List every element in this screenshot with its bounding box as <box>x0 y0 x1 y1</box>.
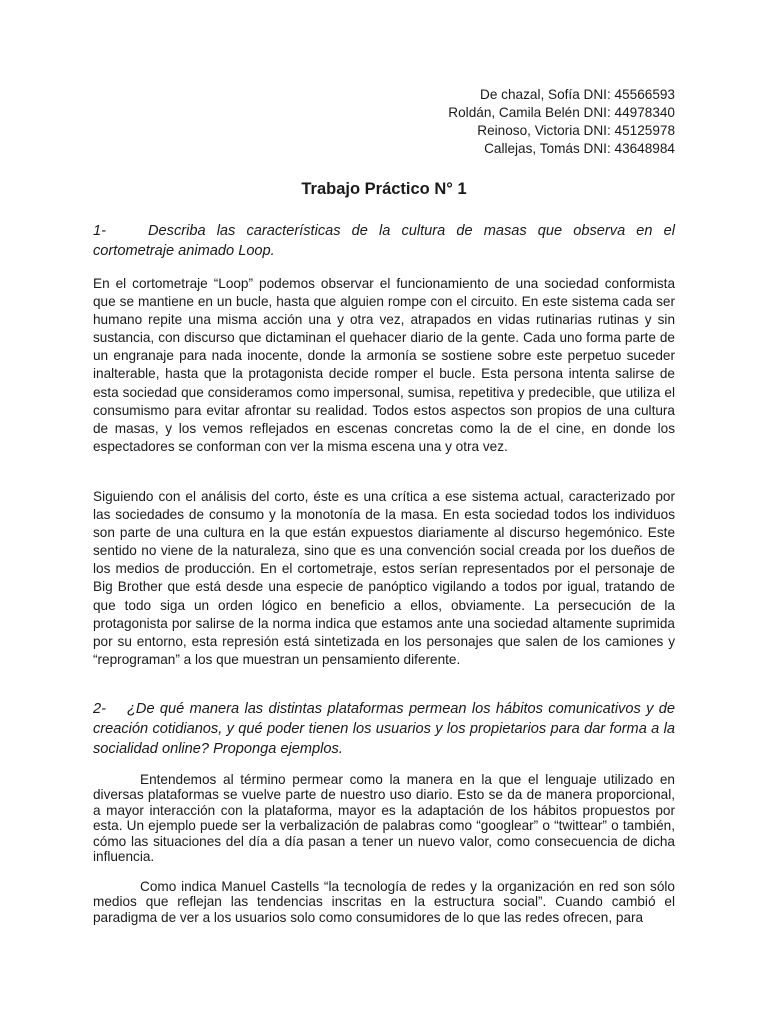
question-text: Describa las características de la cultura de masas que observa en el cortometraje animado Loop. <box>93 223 675 259</box>
question-number: 2- <box>93 701 106 717</box>
question-text: ¿De qué manera las distintas plataformas permean los hábitos comunicativos y de creación cotidianos, y qué poder tienen los usuarios y los propietarios para dar forma a la socialidad online? Proponga ejemplos. <box>93 701 675 757</box>
document-title: Trabajo Práctico N° 1 <box>301 180 467 198</box>
question-2 <box>93 699 675 759</box>
question-number: 1- <box>93 223 106 239</box>
answer-paragraph-2: Siguiendo con el análisis del corto, éste es una crítica a ese sistema actual, caracterizado por las sociedades de consumo y la monotonía de la masa. En esta sociedad todos los individuos son parte de una cultura en la que están expuestos diariamente al discurso hegemónico. Este sentido no viene de la naturaleza, sino que es una convención social creada por los dueños de los medios de producción. En el cortometraje, estos serían representados por el personaje de Big Brother que está desde una especie de panóptico vigilando a todos por igual, tratando de que todo siga un orden lógico en beneficio a ellos, obviamente. La persecución de la protagonista por salirse de la norma indica que estamos ante una sociedad altamente suprimida por su entorno, esta represión está sintetizada en los personajes que salen de los camiones y “reprograman” a los que muestran un pensamiento diferente. <box>93 489 675 667</box>
author-line: De chazal, Sofía DNI: 45566593 <box>480 87 675 102</box>
author-line: Reinoso, Victoria DNI: 45125978 <box>477 123 675 138</box>
question-1 <box>93 221 675 261</box>
answer-paragraph-3: Entendemos al término permear como la manera en la que el lenguaje utilizado en diversas plataformas se vuelve parte de nuestro uso diario. Esto se da de manera proporcional, a mayor interacción con la plataforma, mayor es la adaptación de los hábitos propuestos por esta. Un ejemplo puede ser la verbalización de palabras como “googlear” o “twittear” o también, cómo las situaciones del día a día pasan a tener un nuevo valor, como consecuencia de dicha influencia. <box>93 772 675 865</box>
document-page <box>93 0 675 1024</box>
author-list <box>448 86 675 158</box>
author-line: Callejas, Tomás DNI: 43648984 <box>484 141 675 156</box>
author-line: Roldán, Camila Belén DNI: 44978340 <box>448 105 675 120</box>
answer-paragraph-4: Como indica Manuel Castells “la tecnología de redes y la organización en red son sólo medios que reflejan las tendencias inscritas en la estructura social”. Cuando cambió el paradigma de ver a los usuarios solo como consumidores de lo que las redes ofrecen, para <box>93 879 675 925</box>
answer-paragraph-1: En el cortometraje “Loop” podemos observar el funcionamiento de una sociedad conformista que se mantiene en un bucle, hasta que alguien rompe con el circuito. En este sistema cada ser humano repite una misma acción una y otra vez, atrapados en vidas rutinarias rutinas y sin sustancia, con discurso que dictaminan el quehacer diario de la gente. Cada uno forma parte de un engranaje para nada inocente, donde la armonía se sostiene sobre este perpetuo suceder inalterable, hasta que la protagonista decide romper el bucle. Esta persona intenta salirse de esta sociedad que consideramos como impersonal, sumisa, repetitiva y predecible, que utiliza el consumismo para evitar afrontar su realidad. Todos estos aspectos son propios de una cultura de masas, y los vemos reflejados en escenas concretas como la de el cine, en donde los espectadores se conforman con ver la misma escena una y otra vez. <box>93 276 675 454</box>
